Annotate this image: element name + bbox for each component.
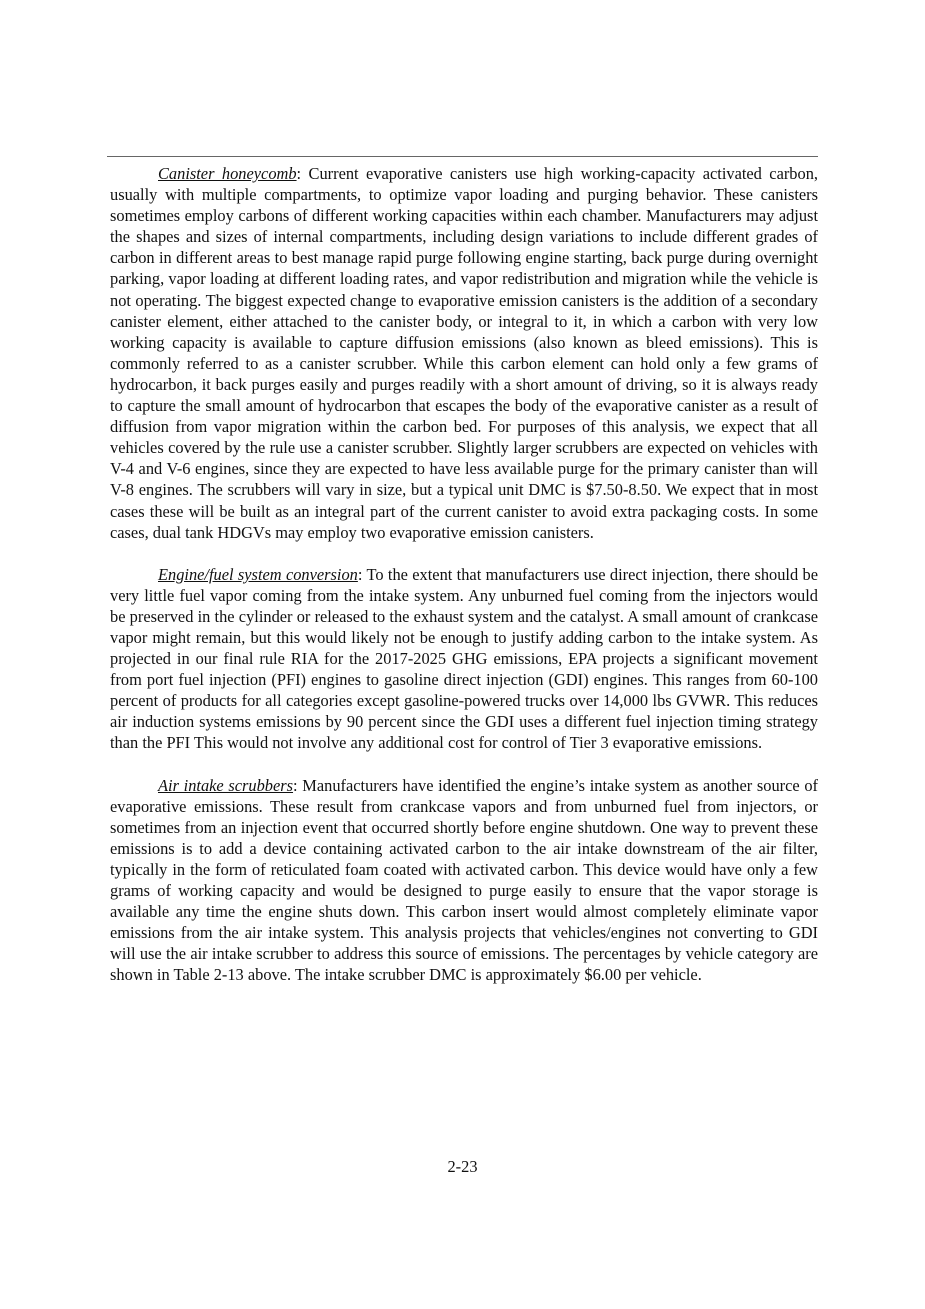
paragraph-lead-air-intake-scrubbers: Air intake scrubbers [158, 775, 294, 795]
paragraph-air-intake-scrubbers [110, 775, 818, 986]
paragraph-text-engine-fuel-system-conversion: : To the extent that manufacturers use direct injection, there should be very little fuel vapor coming from the intake system. Any unburned fuel coming from the injectors would be preserved in the cylinder or released to the exhaust system and the catalyst. A small amount of crankcase vapor might remain, but this would likely not be enough to justify adding carbon to the intake system. As projected in our final rule RIA for the 2017-2025 GHG emissions, EPA projects a significant movement from port fuel injection (PFI) engines to gasoline direct injection (GDI) engines. This ranges from 60-100 percent of products for all categories except gasoline-powered trucks over 14,000 lbs GVWR. This reduces air induction systems emissions by 90 percent since the GDI uses a different fuel injection timing strategy than the PFI This would not involve any additional cost for control of Tier 3 evaporative emissions. [110, 564, 818, 753]
header-divider [107, 156, 818, 157]
document-body [110, 163, 818, 985]
paragraph-engine-fuel-system-conversion [110, 564, 818, 754]
page-number: 2-23 [447, 1157, 478, 1176]
paragraph-text-canister-honeycomb: : Current evaporative canisters use high working-capacity activated carbon, usually with multiple compartments, to optimize vapor loading and purging behavior. These canisters sometimes employ carbons of different working capacities within each chamber. Manufacturers may adjust the shapes and sizes of internal compartments, including design variations to include different grades of carbon in different areas to best manage rapid purge following engine starting, back purge during overnight parking, vapor loading at different loading rates, and vapor redistribution and migration while the vehicle is not operating. The biggest expected change to evaporative emission canisters is the addition of a secondary canister element, either attached to the canister body, or integral to it, in which a carbon with very low working capacity is available to capture diffusion emissions (also known as bleed emissions). This is commonly referred to as a canister scrubber. While this carbon element can hold only a few grams of hydrocarbon, it back purges easily and purges readily with a short amount of driving, so it is always ready to capture the small amount of hydrocarbon that escapes the body of the evaporative canister as a result of diffusion from vapor migration within the carbon bed. For purposes of this analysis, we expect that all vehicles covered by the rule use a canister scrubber. Slightly larger scrubbers are expected on vehicles with V-4 and V-6 engines, since they are expected to have less available purge for the primary canister than will V-8 engines. The scrubbers will vary in size, but a typical unit DMC is $7.50-8.50. We expect that in most cases these will be built as an integral part of the current canister to avoid extra packaging costs. In some cases, dual tank HDGVs may employ two evaporative emission canisters. [110, 164, 818, 542]
paragraph-lead-canister-honeycomb: Canister honeycomb [158, 164, 297, 183]
paragraph-canister-honeycomb [110, 163, 818, 543]
paragraph-lead-engine-fuel-system-conversion: Engine/fuel system conversion [158, 564, 358, 584]
page-footer [0, 1156, 925, 1177]
paragraph-text-air-intake-scrubbers: : Manufacturers have identified the engine’s intake system as another source of evaporative emissions. These result from crankcase vapors and from unburned fuel from injectors, or sometimes from an injection event that occurred shortly before engine shutdown. One way to prevent these emissions is to add a device containing activated carbon to the air intake downstream of the air filter, typically in the form of reticulated foam coated with activated carbon. This device would have only a few grams of working capacity and would be designed to purge easily to ensure that the vapor storage is available any time the engine shuts down. This carbon insert would almost completely eliminate vapor emissions from the air intake system. This analysis projects that vehicles/engines not converting to GDI will use the air intake scrubber to address this source of emissions. The percentages by vehicle category are shown in Table 2-13 above. The intake scrubber DMC is approximately $6.00 per vehicle. [110, 775, 818, 985]
